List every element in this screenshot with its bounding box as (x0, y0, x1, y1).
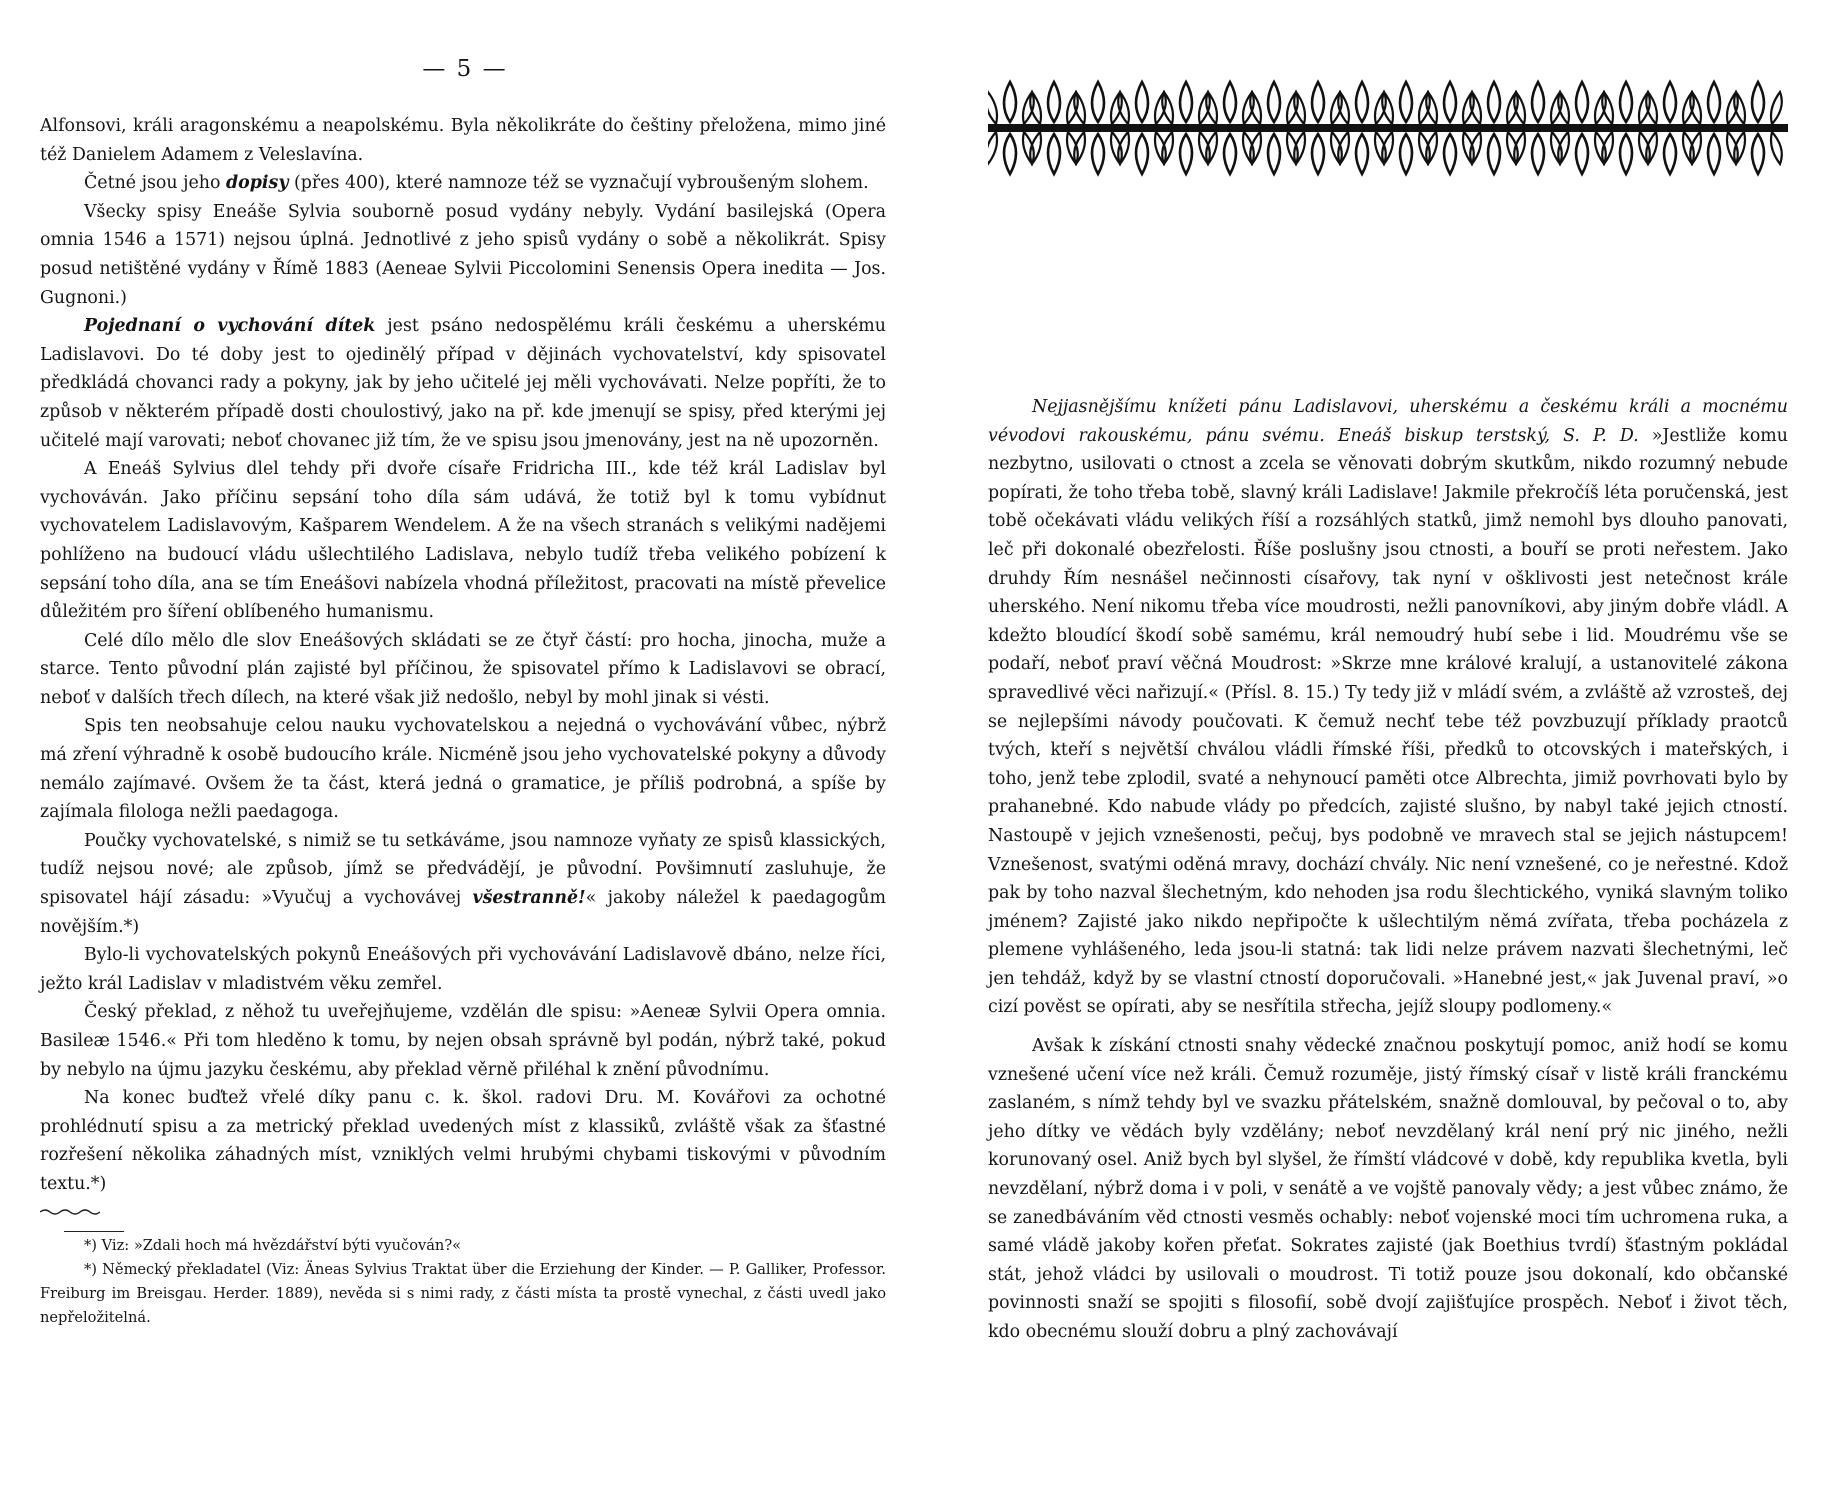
emphasis: všestranně! (472, 888, 586, 909)
dedication: Nejjasnějšímu knížeti pánu Ladislavovi, uherskému a českému králi a mocnému vévodovi rakouskému, pánu svému. Eneáš biskup terstský, S. P. D. (988, 397, 1788, 446)
footnote: *) Viz: »Zdali hoch má hvězdářství býti vyučován?« (84, 1237, 462, 1255)
leaf-ornament-icon (1734, 132, 1782, 174)
emphasis: Pojednaní o vychování dítek (84, 316, 376, 337)
paragraph: Celé dílo mělo dle slov Eneášových skládati se ze čtyř částí: pro hocha, jinocha, muže a starce. Tento původní plán zajisté byl příčinou, že spisovatel přímo k Ladislavovi se obrací, neboť v dalších třech dílech, na které však již nedošlo, nebyl by mohl jinak si vésti. (40, 630, 886, 708)
leaf-ornament-icon (1206, 82, 1254, 124)
leaf-ornament-icon (1206, 132, 1254, 174)
leaf-ornament-icon (1734, 82, 1782, 124)
leaf-ornament-icon (988, 82, 1034, 124)
paragraph (40, 827, 886, 941)
leaf-ornament-icon (1558, 132, 1606, 174)
text-run: Poučky vychovatelské, s nimiž se tu setkáváme, jsou namnoze vyňaty ze spisů klassických, tudíž nejsou nové; ale způsob, jímž se předvádějí, je původní. Povšimnutí zasluhuje, že spisovatel hájí zásadu: »Vyučuj a vychovávej (40, 830, 886, 909)
leaf-ornament-icon (1030, 132, 1078, 174)
right-text-column (988, 393, 1788, 1347)
leaf-ornament-icon (1118, 82, 1166, 124)
leaf-ornament-icon (1690, 82, 1738, 124)
paragraph: Alfonsovi, králi aragonskému a neapolskému. Byla několikráte do češtiny přeložena, mimo jiné též Danielem Adamem z Veleslavína. (40, 116, 886, 165)
text-run: »Jestliže komu nezbytno, usilovati o ctnost a zcela se věnovati dobrým skutkům, nikdo rozumný nebude popírati, že toho třeba tobě, slavný králi Ladislave! Jakmile překročíš léta poručenská, jest tobě očekávati vládu velikých říší a rozsáhlých statků, jimž nemohl bys dlouho panovati, leč při dokonalé obezřelosti. Říše poslušny jsou ctnosti, a bouří se proti neřestem. Jako druhdy Řím nesnášel nečinnosti císařovy, tak nyní v ošklivosti jest netečnost krále uherského. Není nikomu třeba více moudrosti, nežli panovníkovi, aby jiným dobře vládl. A kdežto bloudící škodí sobě samému, král nemoudrý hubí sebe i lid. Moudrému vše se podaří, neboť praví věčná Moudrost: »Skrze mne králové kralují, a ustanovitelé zákona spravedlivé věci nařizují.« (Přísl. 8. 15.) Ty tedy již v mládí svém, a zvláště až vzrosteš, dej se nejlepšími návody poučovati. K čemuž nechť tebe též povzbuzují příklady praotců tvých, kteří s největší chválou vládli římské říši, předků to otcovských i mateřských, i toho, jenž tebe zplodil, svaté a nehynoucí paměti otce Albrechta, jimiž povrhovati bylo by prahanebné. Kdo nabude vlády po předcích, zajisté slušno, by nabyl také jejich ctností. Nastoupě v jejich vznešenosti, pečuj, bys podobně ve mravech stal se jejich nástupcem! Vznešenost, svatými oděná mravy, dochází chvály. Nic není vznešené, co je neřestné. Kdož pak by toho nazval šlechetným, kdo nehoden jsa rodu šlechtického, vyniká slavným toliko jménem? Zajisté jako nikdo nepřipočte k ušlechtilým němá zvířata, třeba pocházela z plemene vyhlášeného, leda jsou-li statná: tak lidi nelze právem nazvati šlechetnými, leč jen tehdáž, když by se vlastní ctností doporučovali. »Hanebné jest,« jak Juvenal praví, »o cizí pověst se opírati, aby se nesřítila střecha, jejíž sloupy podlomeny.« (988, 425, 1788, 1018)
leaf-ornament-icon (1646, 82, 1694, 124)
paragraph (40, 312, 886, 455)
leaf-ornament-icon (1162, 132, 1210, 174)
footnote: *) Německý překladatel (Viz: Äneas Sylvius Traktat über die Erziehung der Kinder. — P. Galliker, Professor. Freiburg im Breisgau. Herder. 1889), nevěda si s nimi rady, z části místa ta prostě vynechal, z části uvedl jako nepřeložitelná. (40, 1261, 886, 1327)
leaf-ornament-icon (1382, 132, 1430, 174)
paragraph: Spis ten neobsahuje celou nauku vychovatelskou a nejedná o vychovávání vůbec, nýbrž má zření výhradně k osobě budoucího krále. Nicméně jsou jeho vychovatelské pokyny a důvody nemálo zajímavé. Ovšem že ta část, která jedná o gramatice, je příliš podrobná, a spíše by zajímala filologa nežli paedagoga. (40, 716, 886, 823)
paragraph: Všecky spisy Eneáše Sylvia souborně posud vydány nebyly. Vydání basilejská (Opera omnia 1546 a 1571) nejsou úplná. Jednotlivé z jeho spisů vydány o sobě a několikrát. Spisy posud netištěné vydány v Římě 1883 (Aeneae Sylvii Piccolomini Senensis Opera inedita — Jos. Gugnoni.) (40, 201, 886, 308)
leaf-ornament-icon (1470, 82, 1518, 124)
leaf-ornament-icon (1338, 82, 1386, 124)
leaf-ornament-icon (1162, 82, 1210, 124)
leaf-ornament-icon (1690, 132, 1738, 174)
paragraph: Bylo-li vychovatelských pokynů Eneášových při vychovávání Ladislavově dbáno, nelze říci, ježto král Ladislav v mladistvém věku zemřel. (40, 945, 886, 994)
leaf-ornament-icon (1426, 82, 1474, 124)
leaf-ornament-icon (1646, 132, 1694, 174)
page-number: — 5 — (422, 56, 508, 82)
wavy-separator-icon (40, 1208, 100, 1216)
paragraph: Avšak k získání ctnosti snahy vědecké značnou poskytují pomoc, aniž hodí se komu vznešené učení více než králi. Čemuž rozuměje, jistý římský císař v listě králi franckému zaslaném, s nímž tehdy byl ve svazku přátelském, snažně domlouval, by pečoval o to, aby jeho dítky ve vědách byly vzdělány; neboť nevzdělaný král není prý nic jiného, nežli korunovaný osel. Aniž bych byl slyšel, že římští vládcové v době, kdy republika kvetla, byli nevzdělaní, nýbrž doma i v poli, v senátě a ve vojště panovaly vědy; a jest vůbec známo, že se zanedbáváním věd ctnosti vesměs ochably: neboť vojenské moci tím uchromena ruka, a samé vládě jakoby kořen přeťat. Sokrates zajisté (jak Boethius tvrdí) šťastným pokládal stát, jehož vládci by usilovali o moudrost. Ti totiž pouze jsou dokonalí, kdo občanské povinnosti snaží se spojiti s filosofií, sobě dvojí zajišťujíce prospěch. Neboť i život těch, kdo obecnému slouží dobru a plný zachovávají (988, 1036, 1788, 1342)
paragraph (40, 169, 886, 198)
leaf-ornament-icon (1470, 132, 1518, 174)
leaf-ornament-icon (1294, 82, 1342, 124)
text-run: jest psáno nedospělému králi českému a uherskému Ladislavovi. Do té doby jest to ojedinělý případ v dějinách vychovatelství, kdy spisovatel předkládá chovanci rady a pokyny, jak by jeho učitelé jej měli vychovávati. Nelze popříti, že to způsob v některém případě dosti choulostivý, jako na př. kde jmenují se spisy, před kterými jej učitelé mají varovati; neboť chovanec již tím, že ve spisu jsou jmenovány, jest na ně upozorněn. (40, 316, 886, 451)
emphasis: dopisy (226, 173, 289, 194)
right-page (924, 0, 1848, 1500)
text-run: (přes 400), které namnoze též se vyznačují vybroušeným slohem. (288, 173, 869, 194)
leaf-ornament-icon (1030, 82, 1078, 124)
paragraph: Český překlad, z něhož tu uveřejňujeme, vzdělán dle spisu: »Aeneæ Sylvii Opera omnia. Basileæ 1546.« Při tom hleděno k tomu, by nejen obsah správně byl podán, nýbrž také, pokud by nebylo na újmu jazyku českému, aby překlad věrně přiléhal k znění původnímu. (40, 1002, 886, 1080)
footnote-rule (64, 1231, 124, 1232)
text-run: « jakoby náležel k paedagogům novějším.*) (40, 888, 886, 937)
leaf-ornament-icon (1514, 82, 1562, 124)
leaf-ornament-icon (1250, 82, 1298, 124)
leaf-ornament-icon (1250, 132, 1298, 174)
paragraph: A Eneáš Sylvius dlel tehdy při dvoře císaře Fridricha III., kde též král Ladislav byl vychováván. Jako příčinu sepsání toho díla sám udává, že totiž byl k tomu vybídnut vychovatelem Ladislavovým, Kašparem Wendelem. A že na všech stranách s velikými nadějemi pohlíženo na budoucí vládu ušlechtilého Ladislava, nebylo tudíž třeba velikého pobízení k sepsání toho díla, ana se tím Eneášovi nabízela vhodná příležitost, pracovati na místě převelice důležitém pro šíření oblíbeného humanismu. (40, 459, 886, 623)
leaf-ornament-icon (1382, 82, 1430, 124)
ornamental-header-band (988, 74, 1788, 182)
leaf-ornament-icon (1074, 132, 1122, 174)
paragraph: Na konec buďtež vřelé díky panu c. k. škol. radovi Dru. M. Kovářovi za ochotné prohlédnutí spisu a za metrický překlad uvedených míst z klassiků, zvláště však za šťastné rozřešení několika záhadných míst, vzniklých velmi hrubými chybami tiskovými v původním textu.*) (40, 1088, 886, 1194)
leaf-ornament-icon (1074, 82, 1122, 124)
leaf-ornament-icon (988, 132, 1034, 174)
leaf-ornament-icon (1602, 82, 1650, 124)
leaf-ornament-icon (1338, 132, 1386, 174)
leaf-ornament-icon (1294, 132, 1342, 174)
text-run: Četné jsou jeho (84, 173, 227, 194)
leaf-ornament-icon (1514, 132, 1562, 174)
leaf-ornament-icon (1602, 132, 1650, 174)
leaf-ornament-icon (1426, 132, 1474, 174)
dedication-paragraph (988, 393, 1788, 1022)
leaf-ornament-icon (1558, 82, 1606, 124)
left-text-column (40, 112, 886, 1330)
leaf-ornament-icon (1118, 132, 1166, 174)
